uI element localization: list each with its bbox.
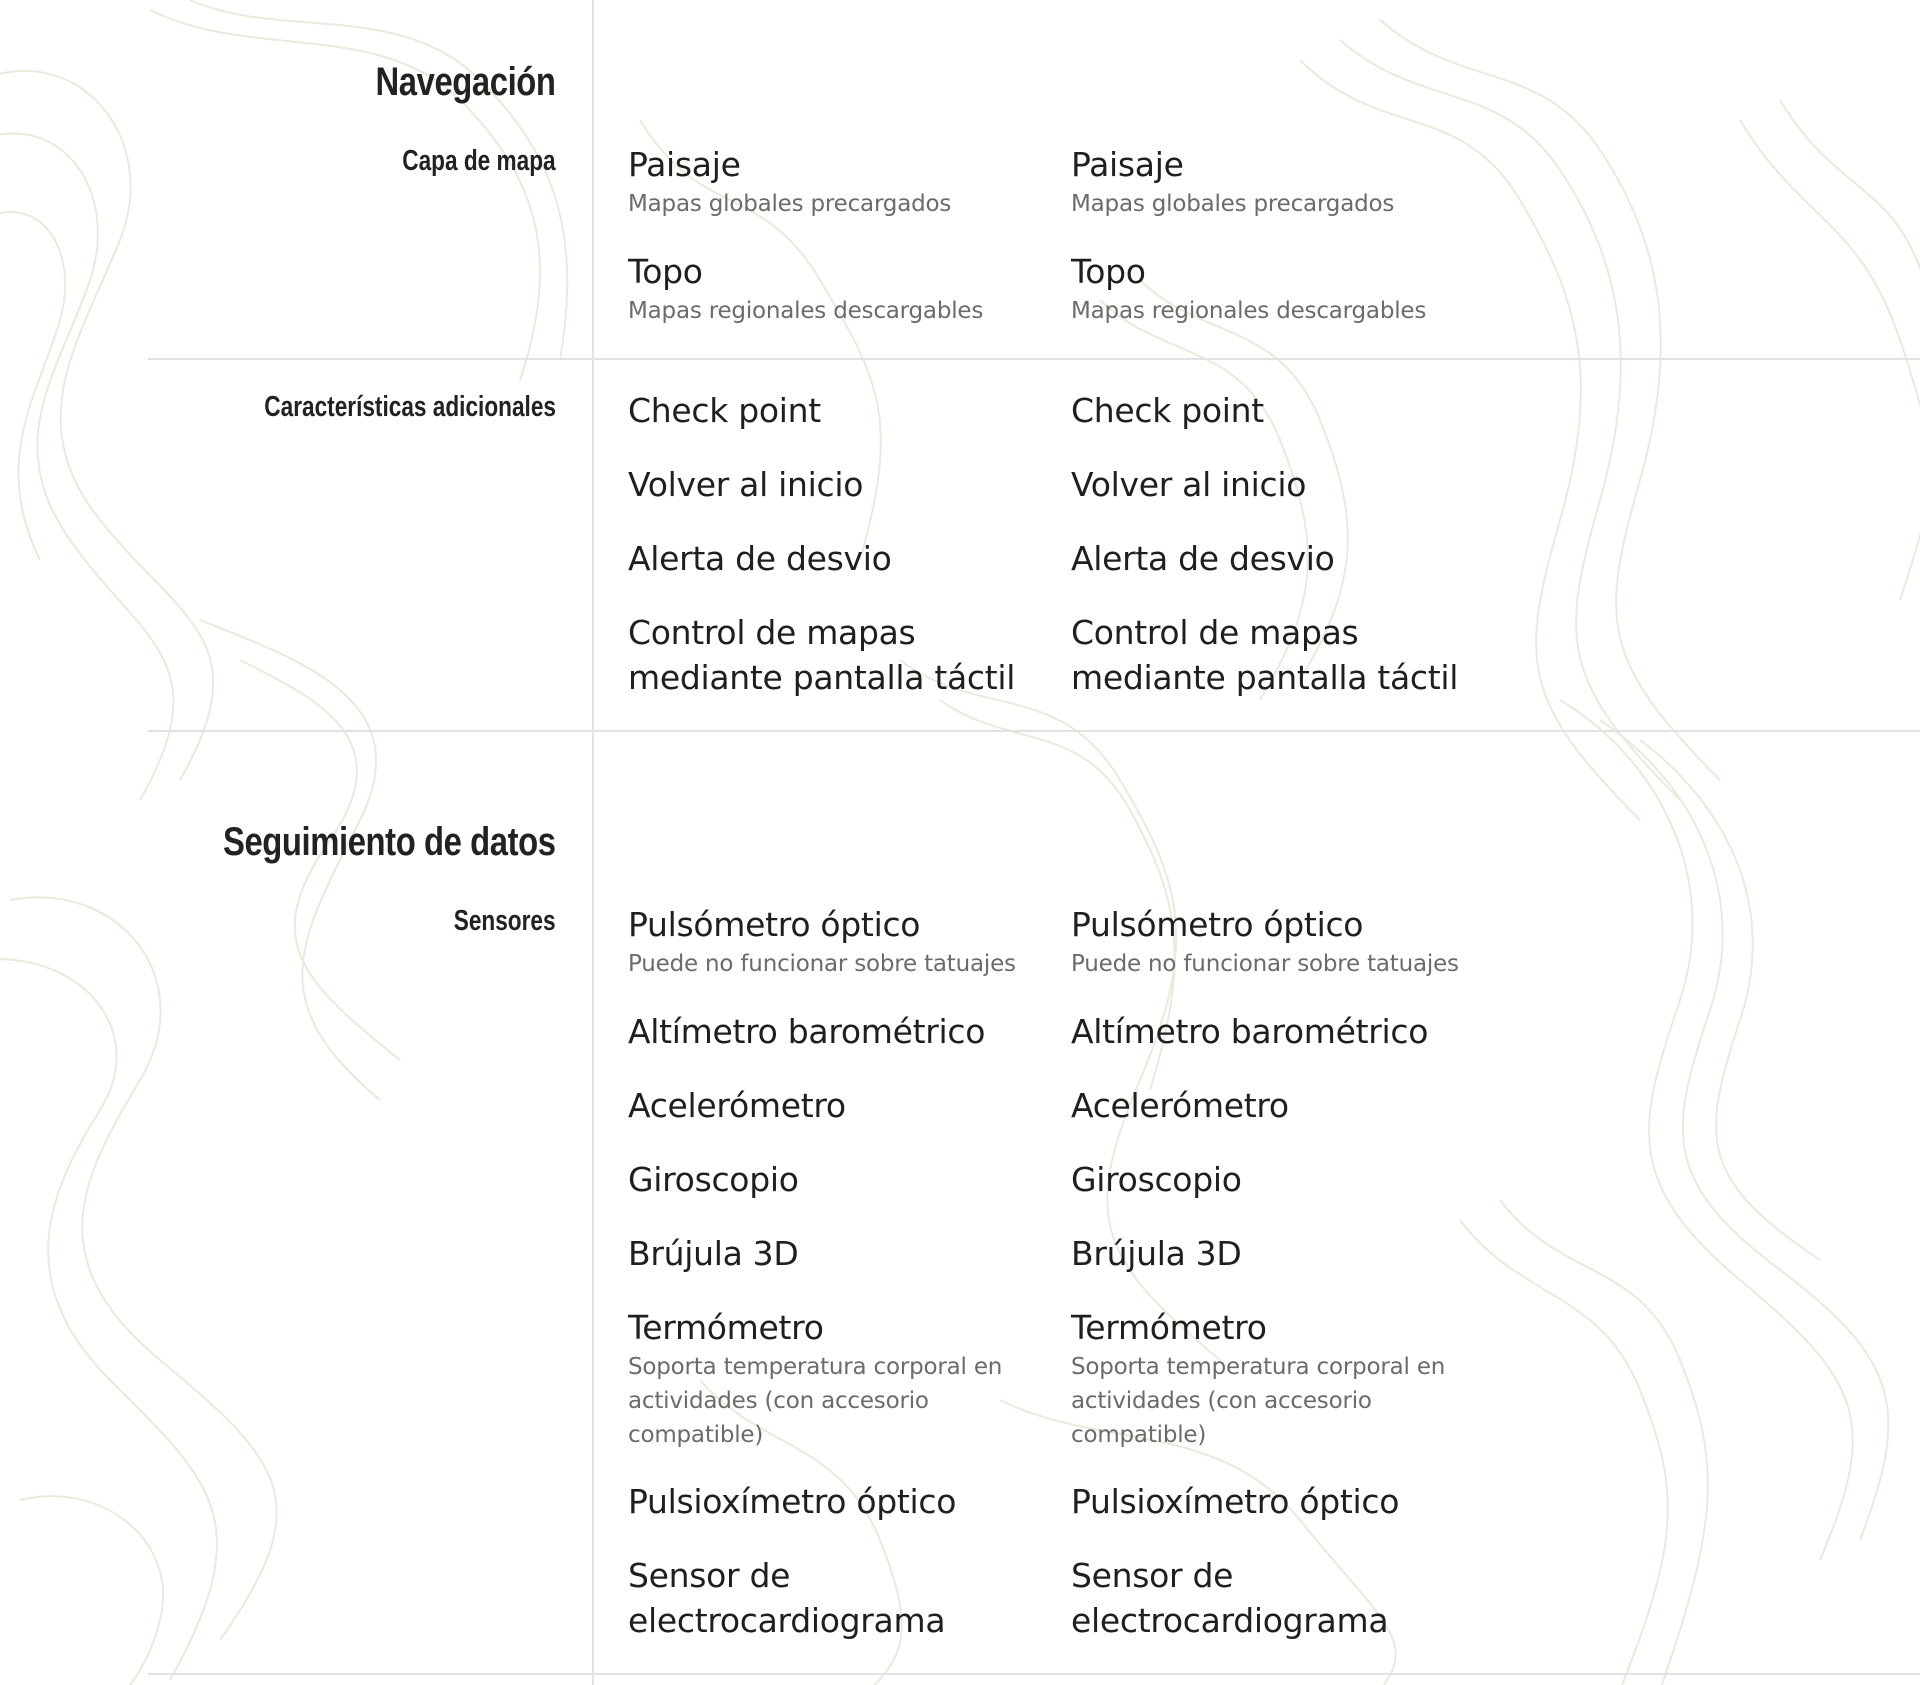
feature-item — [628, 249, 1048, 328]
feature-title: Check point — [628, 391, 821, 430]
feature-title: Paisaje — [1071, 145, 1184, 184]
section-title-navegacion: Navegación — [375, 60, 556, 104]
row-label-caracteristicas-adicionales: Características adicionales — [264, 391, 556, 423]
row-divider — [148, 730, 1920, 732]
feature-item — [628, 536, 1048, 581]
feature-item — [1071, 388, 1491, 433]
feature-title: Pulsómetro óptico — [1071, 905, 1364, 944]
row-label-capa-de-mapa: Capa de mapa — [402, 145, 556, 177]
feature-title: Sensor de electrocardiograma — [628, 1556, 946, 1640]
feature-title: Volver al inicio — [628, 465, 864, 504]
feature-title: Altímetro barométrico — [1071, 1012, 1429, 1051]
feature-title: Topo — [628, 252, 703, 291]
feature-title: Check point — [1071, 391, 1264, 430]
feature-subtitle: Puede no funcionar sobre tatuajes — [1071, 951, 1459, 977]
feature-title: Pulsioxímetro óptico — [628, 1482, 957, 1521]
feature-subtitle: Mapas globales precargados — [628, 191, 952, 217]
feature-title: Volver al inicio — [1071, 465, 1307, 504]
feature-title: Termómetro — [628, 1308, 824, 1347]
feature-item — [628, 1553, 968, 1643]
row-divider — [148, 358, 1920, 360]
feature-title: Brújula 3D — [628, 1234, 799, 1273]
feature-item — [1071, 902, 1491, 981]
section-title-seguimiento-de-datos: Seguimiento de datos — [223, 820, 556, 864]
feature-item — [628, 1305, 1028, 1452]
feature-item — [1071, 249, 1491, 328]
feature-item — [628, 610, 1028, 700]
row-divider — [148, 1673, 1920, 1675]
feature-title: Paisaje — [628, 145, 741, 184]
feature-subtitle: Mapas regionales descargables — [628, 298, 984, 324]
feature-item — [1071, 536, 1491, 581]
feature-item — [628, 1083, 1048, 1128]
feature-title: Altímetro barométrico — [628, 1012, 986, 1051]
feature-subtitle: Mapas globales precargados — [1071, 191, 1395, 217]
feature-title: Control de mapas mediante pantalla táctil — [628, 613, 1016, 697]
feature-item — [1071, 1009, 1491, 1054]
feature-subtitle: Mapas regionales descargables — [1071, 298, 1427, 324]
feature-item — [1071, 1553, 1411, 1643]
feature-subtitle: Puede no funcionar sobre tatuajes — [628, 951, 1016, 977]
feature-item — [628, 462, 1048, 507]
feature-title: Acelerómetro — [1071, 1086, 1289, 1125]
feature-item — [628, 1479, 1048, 1524]
feature-title: Brújula 3D — [1071, 1234, 1242, 1273]
feature-item — [628, 142, 1048, 221]
feature-item — [628, 1157, 1048, 1202]
feature-item — [1071, 1157, 1491, 1202]
feature-title: Control de mapas mediante pantalla táctil — [1071, 613, 1459, 697]
feature-title: Alerta de desvio — [628, 539, 892, 578]
feature-title: Giroscopio — [628, 1160, 799, 1199]
feature-item — [1071, 610, 1471, 700]
feature-subtitle: Soporta temperatura corporal en actividades (con accesorio compatible) — [1071, 1354, 1446, 1448]
column-divider-vertical — [592, 0, 594, 1685]
feature-item — [1071, 1479, 1491, 1524]
feature-item — [1071, 1083, 1491, 1128]
feature-title: Giroscopio — [1071, 1160, 1242, 1199]
feature-title: Termómetro — [1071, 1308, 1267, 1347]
feature-item — [628, 388, 1048, 433]
row-label-sensores: Sensores — [454, 905, 556, 937]
feature-title: Pulsioxímetro óptico — [1071, 1482, 1400, 1521]
feature-title: Acelerómetro — [628, 1086, 846, 1125]
feature-title: Pulsómetro óptico — [628, 905, 921, 944]
feature-subtitle: Soporta temperatura corporal en actividades (con accesorio compatible) — [628, 1354, 1003, 1448]
feature-item — [1071, 142, 1491, 221]
feature-title: Alerta de desvio — [1071, 539, 1335, 578]
feature-item — [628, 1009, 1048, 1054]
feature-item — [1071, 1231, 1491, 1276]
feature-item — [1071, 1305, 1471, 1452]
feature-item — [1071, 462, 1491, 507]
feature-title: Sensor de electrocardiograma — [1071, 1556, 1389, 1640]
feature-item — [628, 1231, 1048, 1276]
feature-item — [628, 902, 1048, 981]
feature-title: Topo — [1071, 252, 1146, 291]
